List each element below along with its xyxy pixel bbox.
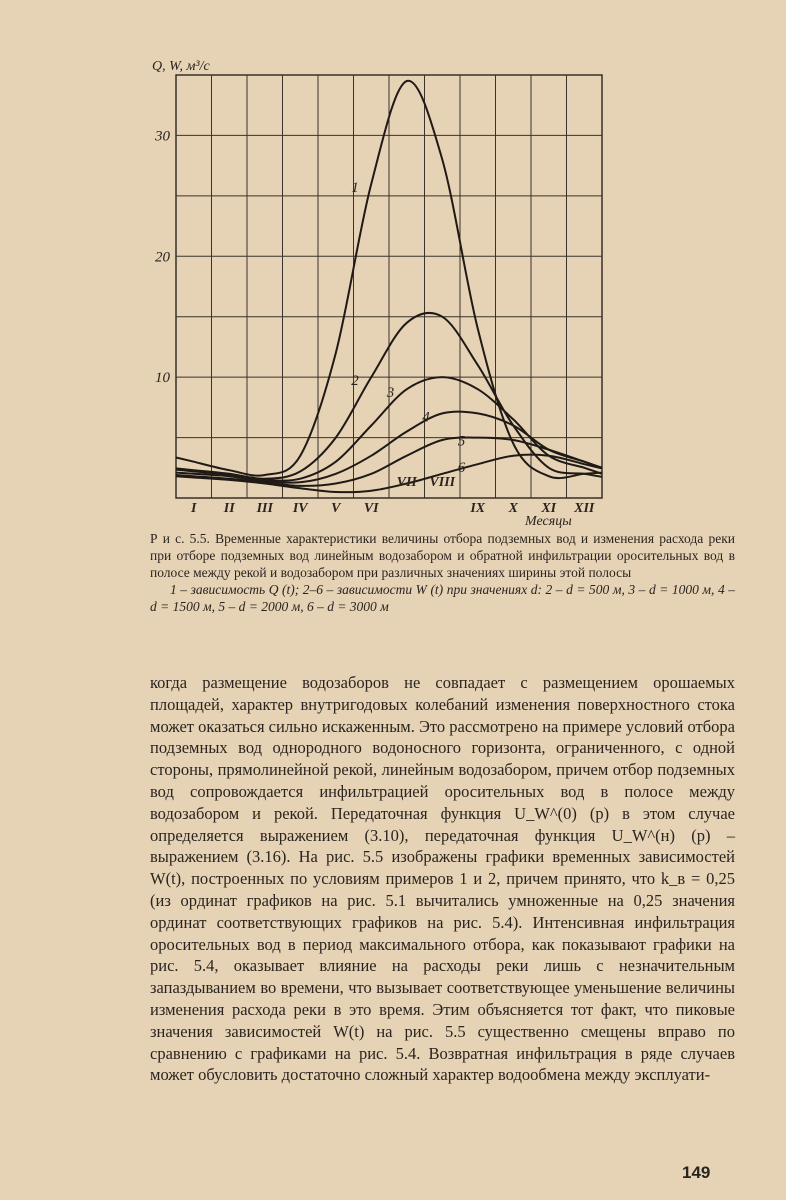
y-tick-label: 10 [155,370,170,387]
x-tick-label: III [256,501,273,516]
series-label-3: 3 [386,385,395,402]
caption-title: Р и с. 5.5. Временные характеристики величины отбора подземных вод и изменения расхода реки при отборе подземных вод линейным водозабором и обратной инфильтрации оросительных вод в полосе между рекой и водозабором при различных значениях ширины этой полосы [150,531,735,580]
x-tick-label: VII [396,475,417,490]
x-tick-label: VI [363,501,379,516]
series-label-6: 6 [457,460,466,477]
y-tick-label: 30 [155,128,170,145]
x-tick-label: X [508,501,518,516]
series-label-2: 2 [351,373,359,390]
figure-caption [150,530,735,615]
caption-legend: 1 – зависимость Q (t); 2–6 – зависимости W (t) при значениях d: 2 – d = 500 м, 3 – d = 1000 м, 4 – d = 1500 м, 5 – d = 2000 м, 6 – d = 3000 м [150,582,735,614]
series-label-4: 4 [422,409,430,426]
series-label-1: 1 [351,179,359,196]
x-tick-label: XII [574,501,595,516]
x-tick-label: V [331,501,341,516]
page-number: 149 [682,1163,711,1182]
y-tick-label: 20 [155,249,170,266]
x-tick-label: II [223,501,235,516]
body-text [150,672,735,1086]
x-tick-label: IV [292,501,308,516]
line-chart [140,40,620,540]
x-tick-label: IX [470,501,486,516]
series-label-5: 5 [457,433,466,450]
x-tick-label: I [191,501,197,516]
x-tick-label: XI [541,501,557,516]
x-tick-label: VIII [429,475,456,490]
x-axis-label: Месяцы [525,514,572,529]
figure-5-5 [140,40,620,540]
body-paragraph: когда размещение водозаборов не совпадает с размещением орошаемых площадей, характер внутригодовых колебаний изменения поверхностного стока может оказаться сильно искаженным. Это рассмотрено на примере условий отбора подземных вод однородного водоносного горизонта, ограниченного, с одной стороны, прямолинейной рекой, линейным водозабором, причем отбор подземных вод сопровождается инфильтрацией оросительных вод в полосе между водозабором и рекой. Передаточная функция U_W^(0) (p) в этом случае определяется выражением (3.10), передаточная функция U_W^(н) (p) – выражением (3.16). На рис. 5.5 изображены графики временных зависимостей W(t), построенных по условиям примеров 1 и 2, причем принято, что k_в = 0,25 (из ординат графиков на рис. 5.1 вычитались умноженные на 0,25 значения ординат соответствующих графиков на рис. 5.4). Интенсивная инфильтрация оросительных вод в период максимального отбора, как показывают графики на рис. 5.4, оказывает влияние на расходы реки лишь с незначительным запаздыванием во времени, что вызывает соответствующее уменьшение величины изменения расхода реки в это время. Этим объясняется тот факт, что пиковые значения зависимостей W(t) на рис. 5.5 существенно смещены вправо по сравнению с графиками на рис. 5.4. Возвратная инфильтрация в ряде случаев может обусловить достаточно сложный характер водообмена между эксплуати- [150,673,735,1085]
y-axis-label: Q, W, м³/с [152,59,210,74]
